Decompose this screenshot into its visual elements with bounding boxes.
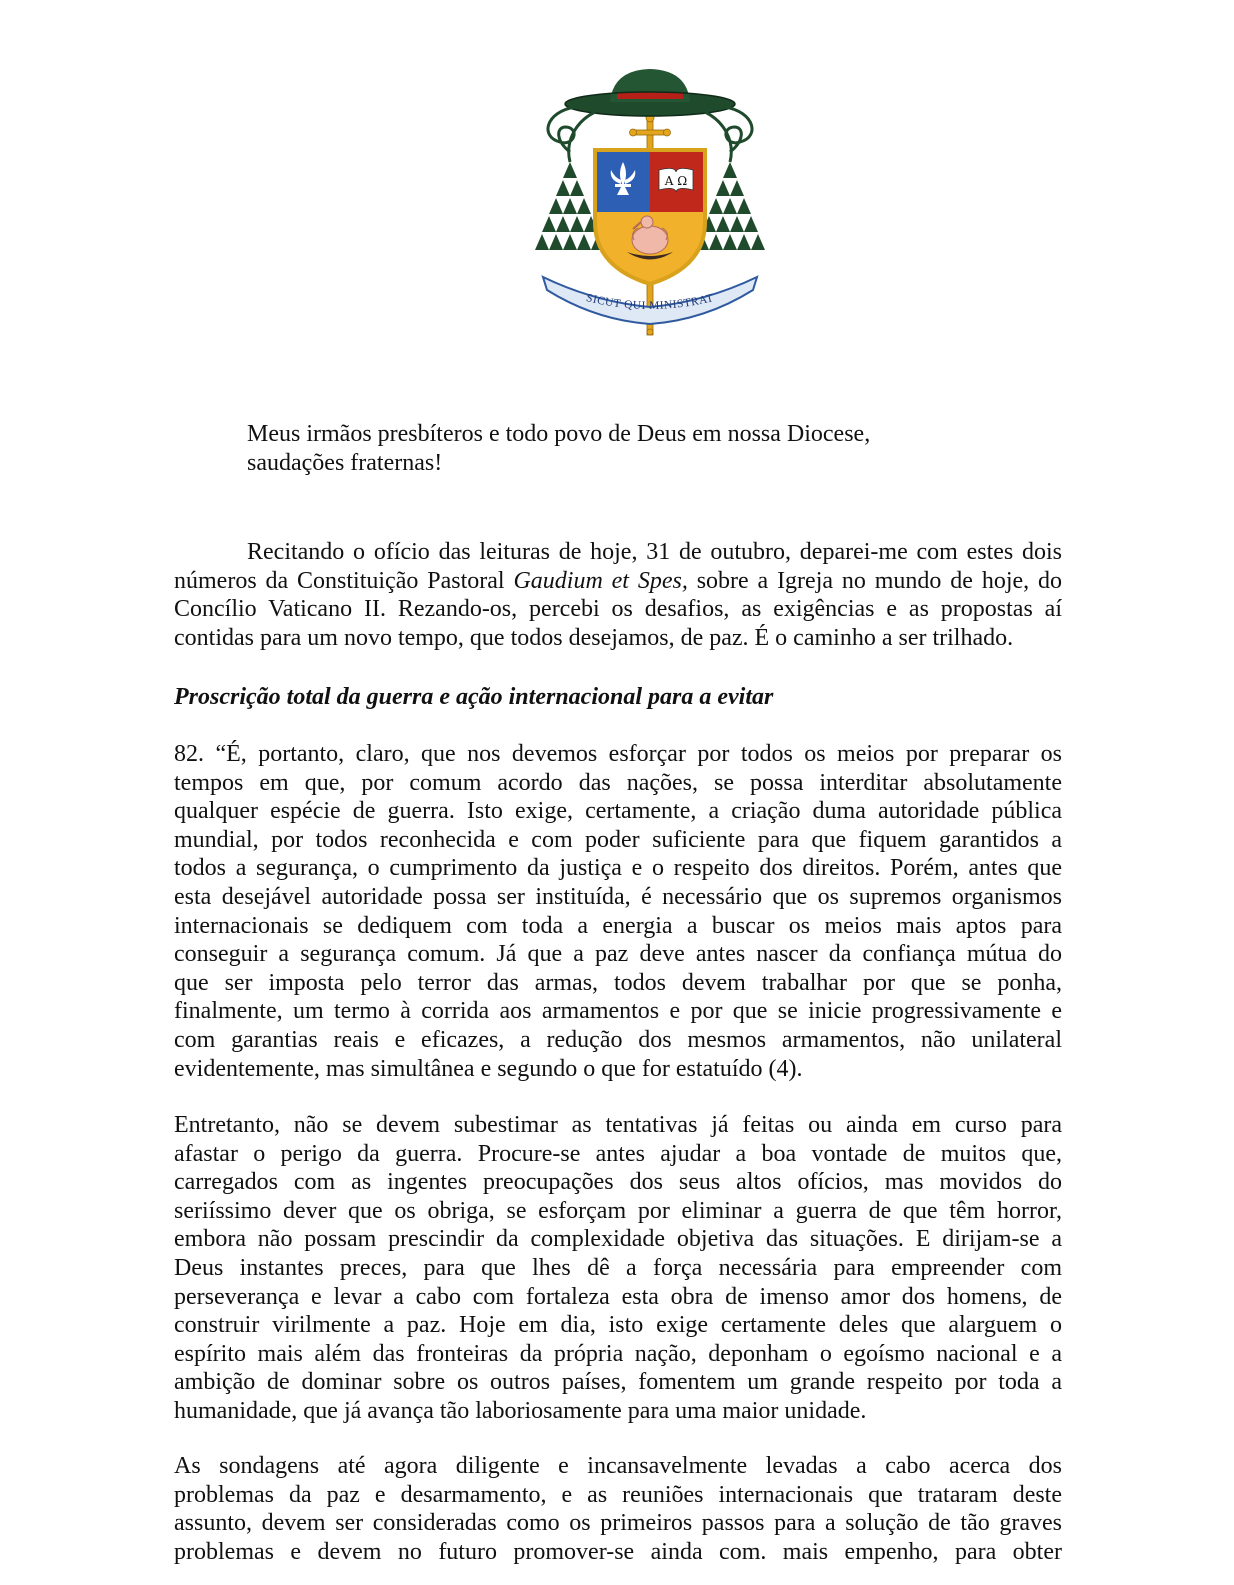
paragraph-line: perseverança e levar a cabo com fortaleza esta obra de imenso amor dos homens, de <box>174 1283 1062 1310</box>
document-title: Gaudium et Spes, <box>513 567 688 594</box>
paragraph-line: assunto, devem ser consideradas como os primeiros passos para a solução de tão graves <box>174 1510 1062 1537</box>
paragraph-line: espírito mais além das fronteiras da própria nação, deponham o egoísmo nacional e a <box>174 1340 1062 1367</box>
paragraph-line: 82. “É, portanto, claro, que nos devemos esforçar por todos os meios por preparar os <box>174 741 1062 767</box>
paragraph-line: embora não possam prescindir da complexidade objetiva das situações. E dirijam-se a <box>174 1226 1062 1253</box>
intro-paragraph <box>174 538 1062 652</box>
intro-line <box>174 567 1062 596</box>
paragraph-82 <box>174 740 1062 1083</box>
paragraph-line: seriíssimo dever que os obriga, se esforçam por eliminar a guerra de que têm horror, <box>174 1197 1062 1224</box>
paragraph-line: que ser imposta pelo terror das armas, todos devem trabalhar por que se ponha, <box>174 969 1062 996</box>
paragraph-line: evidentemente, mas simultânea e segundo o que for estatuído (4). <box>174 1055 803 1082</box>
paragraph-line: Entretanto, não se devem subestimar as tentativas já feitas ou ainda em curso para <box>174 1112 1062 1138</box>
intro-line: Concílio Vaticano II. Rezando-os, percebi os desafios, as exigências e as propostas aí <box>174 596 1062 623</box>
open-book-icon <box>659 168 693 192</box>
coat-of-arms-image <box>535 62 765 342</box>
paragraph-line: As sondagens até agora diligente e incansavelmente levadas a cabo acerca dos <box>174 1453 1062 1479</box>
paragraph-line: afastar o perigo da guerra. Procure-se antes ajudar a boa vontade de muitos que, <box>174 1140 1062 1167</box>
shield-icon <box>595 150 705 284</box>
intro-line: contidas para um novo tempo, que todos desejamos, de paz. É o caminho a ser trilhado. <box>174 624 1014 651</box>
galero-hat-icon <box>565 69 735 116</box>
greeting <box>247 420 870 477</box>
paragraph-line: carregados com as ingentes preocupações dos seus altos ofícios, mas movidos do <box>174 1169 1062 1196</box>
paragraph-line: tempos em que, por comum acordo das nações, se possa interditar absolutamente <box>174 769 1062 796</box>
paragraph-2 <box>174 1111 1062 1426</box>
paragraph-line: qualquer espécie de guerra. Isto exige, certamente, a criação duma autoridade pública <box>174 798 1062 825</box>
section-heading: Proscrição total da guerra e ação internacional para a evitar <box>174 684 774 710</box>
greeting-line: Meus irmãos presbíteros e todo povo de Deus em nossa Diocese, <box>247 421 871 447</box>
intro-line: Recitando o ofício das leituras de hoje, 31 de outubro, deparei-me com estes dois <box>247 539 1062 565</box>
book-alpha-omega: A Ω <box>664 174 688 188</box>
paragraph-line: construir virilmente a paz. Hoje em dia, isto exige certamente deles que alarguem o <box>174 1312 1062 1339</box>
paragraph-line: finalmente, um termo à corrida aos armamentos e por que se inicie progressivamente e <box>174 998 1062 1025</box>
paragraph-line: humanidade, que já avança tão laboriosamente para uma maior unidade. <box>174 1397 867 1424</box>
paragraph-line: todos a segurança, o cumprimento da justiça e o respeito dos direitos. Porém, antes que <box>174 855 1062 882</box>
paragraph-line: com garantias reais e eficazes, a redução dos mesmos armamentos, não unilateral <box>174 1026 1062 1053</box>
greeting-line: saudações fraternas! <box>247 449 443 476</box>
paragraph-line: conseguir a segurança comum. Já que a paz deve antes nascer da confiança mútua do <box>174 941 1062 968</box>
paragraph-line: mundial, por todos reconhecida e com poder suficiente para que fiquem garantidos a <box>174 826 1062 853</box>
intro-text: sobre a Igreja no mundo de hoje, do <box>687 567 1063 594</box>
paragraph-line: problemas e devem no futuro promover-se ainda com. mais empenho, para obter <box>174 1538 1062 1565</box>
paragraph-line: internacionais se dediquem com toda a energia a buscar os meios mais aptos para <box>174 912 1062 939</box>
paragraph-3 <box>174 1452 1062 1566</box>
motto-text: SICUT QUI MINISTRAT <box>584 292 716 313</box>
paragraph-line: Deus instantes preces, para que lhes dê a força necessária para empreender com <box>174 1254 1062 1281</box>
paragraph-line: ambição de dominar sobre os outros países, fomentem um grande respeito por toda a <box>174 1369 1062 1396</box>
paragraph-line: problemas da paz e desarmamento, e as reuniões internacionais que trataram deste <box>174 1481 1062 1508</box>
intro-text: números da Constituição Pastoral <box>174 567 514 594</box>
paragraph-line: esta desejável autoridade possa ser instituída, é necessário que os supremos organismos <box>174 883 1062 910</box>
